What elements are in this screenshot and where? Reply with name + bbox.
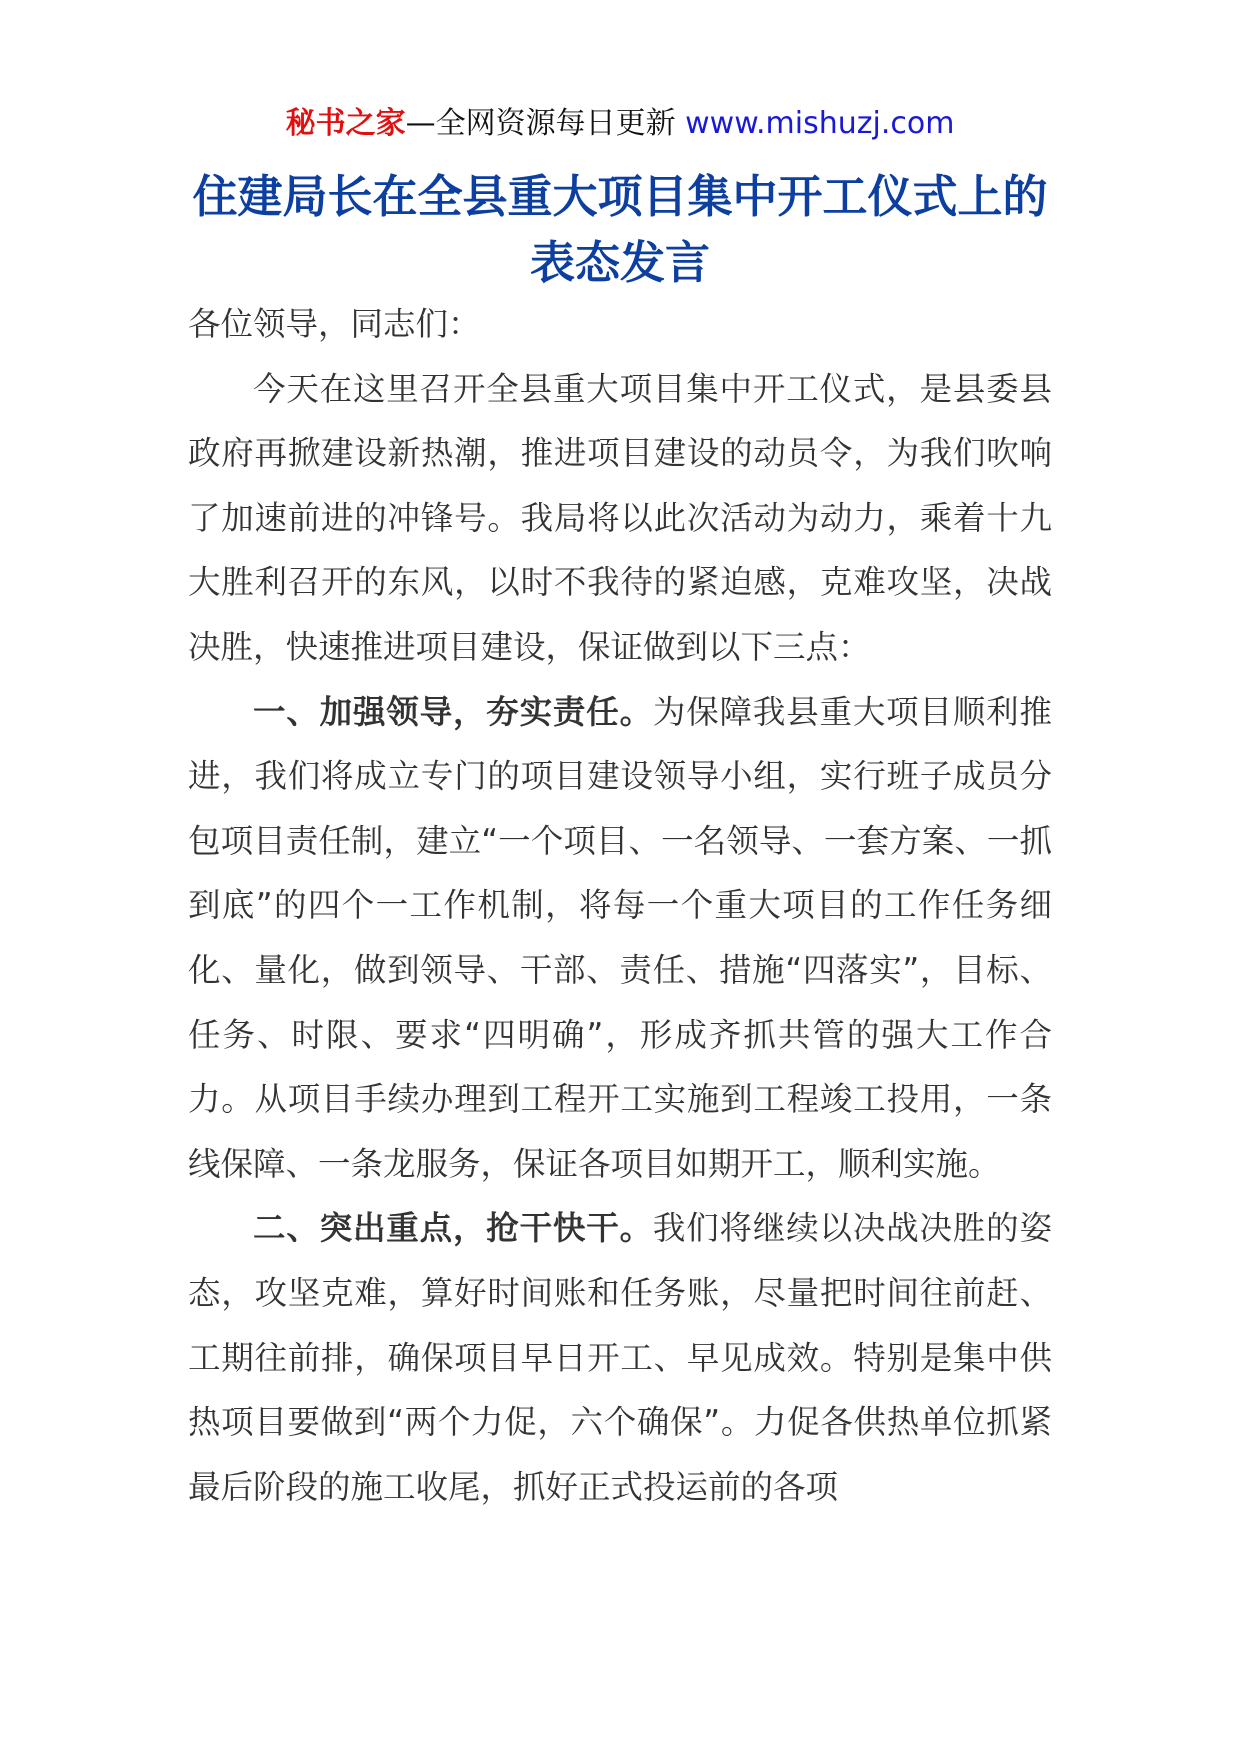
paragraph-intro — [188, 357, 1052, 680]
paragraph-text: 今天在这里召开全县重大项目集中开工仪式，是县委县政府再掀建设新热潮，推进项目建设的动员令，为我们吹响了加速前进的冲锋号。我局将以此次活动为动力，乘着十九大胜利召开的东风，以时不我待的紧迫感，克难攻坚，决战决胜，快速推进项目建设，保证做到以下三点： — [188, 369, 1052, 666]
header-slogan: —全网资源每日更新 — [405, 106, 676, 141]
paragraph-heading: 二、突出重点，抢干快干。 — [253, 1209, 653, 1248]
paragraph-heading: 一、加强领导，夯实责任。 — [253, 692, 653, 731]
document-title: 住建局长在全县重大项目集中开工仪式上的表态发言 — [192, 170, 1048, 289]
paragraph-point-1 — [188, 680, 1052, 1197]
paragraph-text: 我们将继续以决战决胜的姿态，攻坚克难，算好时间账和任务账，尽量把时间往前赶、工期往前排，确保项目早日开工、早见成效。特别是集中供热项目要做到“两个力促，六个确保”。力促各供热单位抓紧最后阶段的施工收尾，抓好正式投运前的各项 — [188, 1209, 1052, 1506]
salutation: 各位领导，同志们： — [188, 305, 481, 343]
paragraph-point-2 — [188, 1196, 1052, 1519]
site-header — [0, 100, 1240, 148]
paragraph-text: 为保障我县重大项目顺利推进，我们将成立专门的项目建设领导小组，实行班子成员分包项目责任制，建立“一个项目、一名领导、一套方案、一抓到底”的四个一工作机制，将每一个重大项目的工作任务细化、量化，做到领导、干部、责任、措施“四落实”，目标、任务、时限、要求“四明确”，形成齐抓共管的强大工作合力。从项目手续办理到工程开工实施到工程竣工投用，一条线保障、一条龙服务，保证各项目如期开工，顺利实施。 — [188, 692, 1052, 1183]
site-url-link[interactable]: www.mishuzj.com — [685, 106, 955, 141]
brand-name: 秘书之家 — [285, 106, 406, 141]
document-body — [188, 292, 1052, 1519]
